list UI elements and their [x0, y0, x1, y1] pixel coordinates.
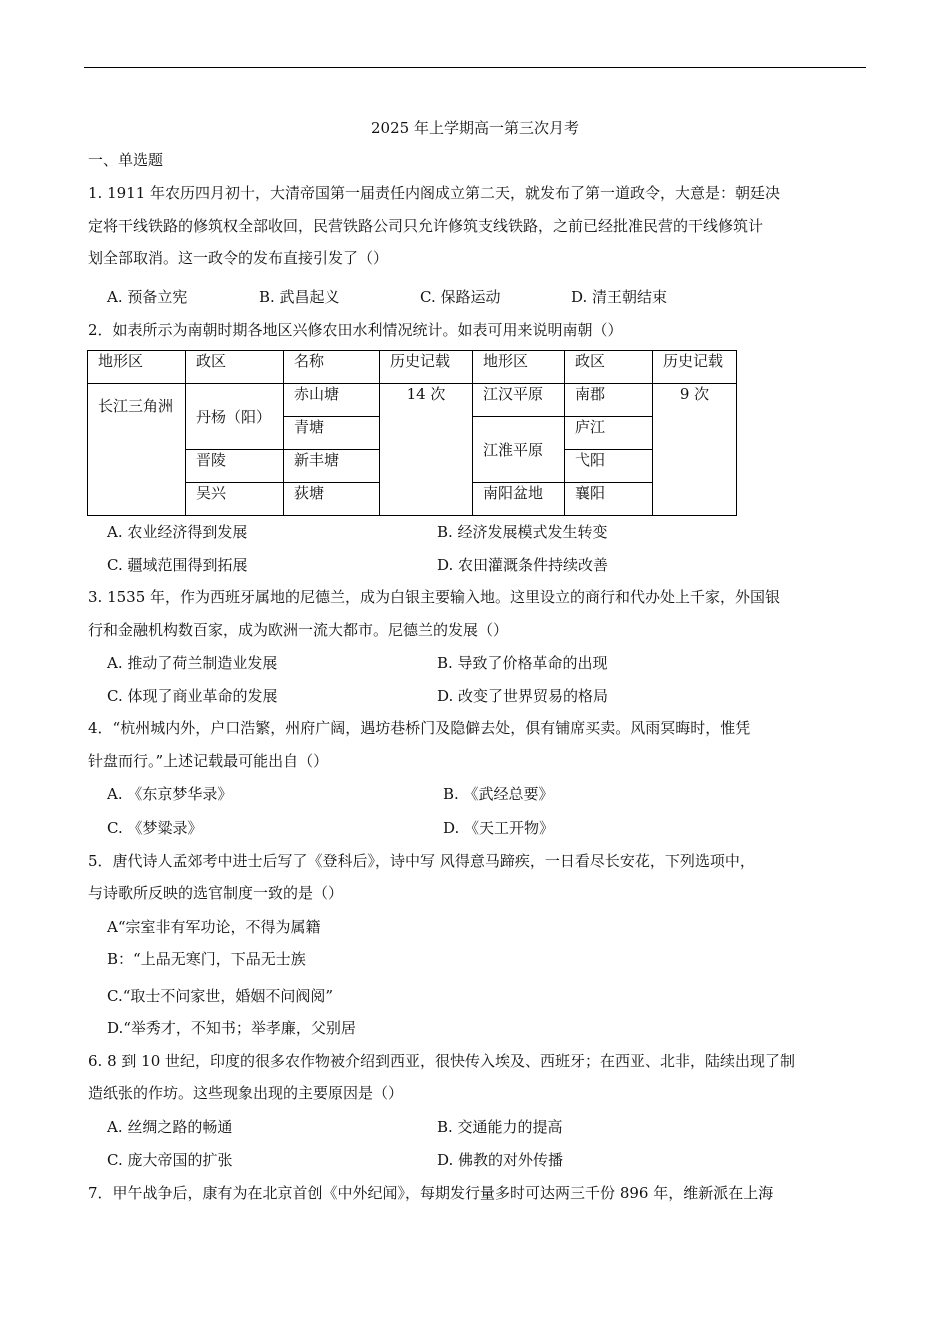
table-header-cell: 地形区	[473, 351, 565, 384]
q5-option-b[interactable]: B：“上品无寒门，下品无士族	[107, 950, 306, 968]
table-header-cell: 政区	[565, 351, 653, 384]
table-cell: 吴兴	[186, 483, 284, 516]
q2-option-a[interactable]: A. 农业经济得到发展	[107, 523, 248, 541]
table-cell: 青塘	[284, 417, 380, 450]
section-heading: 一、单选题	[88, 151, 164, 169]
table-cell: 丹杨（阳）	[186, 384, 284, 450]
q1-option-d[interactable]: D. 清王朝结束	[571, 288, 668, 306]
table-header-cell: 名称	[284, 351, 380, 384]
q4-option-d[interactable]: D. 《天工开物》	[443, 819, 555, 837]
q3-option-c[interactable]: C. 体现了商业革命的发展	[107, 687, 278, 705]
q6-line-2: 造纸张的作坊。这些现象出现的主要原因是（）	[88, 1084, 404, 1102]
q6-option-c[interactable]: C. 庞大帝国的扩张	[107, 1151, 233, 1169]
q6-option-b[interactable]: B. 交通能力的提高	[437, 1118, 563, 1136]
irrigation-table	[87, 350, 737, 516]
table-cell: 弋阳	[565, 450, 653, 483]
q2-stem: 2．如表所示为南朝时期各地区兴修农田水利情况统计。如表可用来说明南朝（）	[88, 321, 623, 339]
table-cell: 江汉平原	[473, 384, 565, 417]
q6-option-a[interactable]: A. 丝绸之路的畅通	[107, 1118, 233, 1136]
table-cell: 襄阳	[565, 483, 653, 516]
table-cell: 赤山塘	[284, 384, 380, 417]
table-row	[88, 384, 737, 417]
q5-line-2: 与诗歌所反映的选官制度一致的是（）	[88, 884, 344, 902]
table-header-cell: 历史记载	[653, 351, 737, 384]
table-cell: 新丰塘	[284, 450, 380, 483]
q2-option-b[interactable]: B. 经济发展模式发生转变	[437, 523, 608, 541]
q7-line-1: 7．甲午战争后，康有为在北京首创《中外纪闻》，每期发行量多时可达两三千份 896 年，维新派在上海	[88, 1184, 774, 1202]
q1-option-a[interactable]: A. 预备立宪	[107, 288, 188, 306]
table-cell: 14 次	[380, 384, 473, 516]
q5-line-1: 5．唐代诗人孟郊考中进士后写了《登科后》，诗中写 风得意马蹄疾，一日看尽长安花，下列选项中，	[88, 852, 755, 870]
table-cell: 荻塘	[284, 483, 380, 516]
q5-option-c[interactable]: C.“取士不问家世，婚姻不问阀阅”	[107, 987, 334, 1005]
table-cell: 晋陵	[186, 450, 284, 483]
q6-line-1: 6. 8 到 10 世纪，印度的很多农作物被介绍到西亚，很快传入埃及、西班牙；在西亚、北非，陆续出现了制	[88, 1052, 796, 1070]
q4-option-c[interactable]: C. 《梦粱录》	[107, 819, 203, 837]
table-header-row	[88, 351, 737, 384]
q4-option-b[interactable]: B. 《武经总要》	[443, 785, 554, 803]
table-header-cell: 历史记载	[380, 351, 473, 384]
q1-line-1: 1. 1911 年农历四月初十，大清帝国第一届责任内阁成立第二天，就发布了第一道政令，大意是：朝廷决	[88, 184, 781, 202]
q5-option-a[interactable]: A“宗室非有军功论，不得为属籍	[107, 918, 321, 936]
q3-option-d[interactable]: D. 改变了世界贸易的格局	[437, 687, 609, 705]
q3-option-b[interactable]: B. 导致了价格革命的出现	[437, 654, 608, 672]
q1-option-c[interactable]: C. 保路运动	[420, 288, 501, 306]
q5-option-d[interactable]: D.“举秀才，不知书；举孝廉，父别居	[107, 1019, 356, 1037]
q6-option-d[interactable]: D. 佛教的对外传播	[437, 1151, 564, 1169]
q1-line-3: 划全部取消。这一政令的发布直接引发了（）	[88, 249, 389, 267]
table-cell: 9 次	[653, 384, 737, 516]
q2-option-c[interactable]: C. 疆域范围得到拓展	[107, 556, 248, 574]
table-cell: 南阳盆地	[473, 483, 565, 516]
q4-line-2: 针盘而行。”上述记载最可能出自（）	[88, 752, 329, 770]
header-rule	[84, 67, 866, 68]
exam-title: 2025 年上学期高一第三次月考	[371, 119, 579, 137]
q3-option-a[interactable]: A. 推动了荷兰制造业发展	[107, 654, 278, 672]
table-cell: 南郡	[565, 384, 653, 417]
table-header-cell: 政区	[186, 351, 284, 384]
q3-line-1: 3. 1535 年，作为西班牙属地的尼德兰，成为白银主要输入地。这里设立的商行和代办处上千家，外国银	[88, 588, 781, 606]
q3-line-2: 行和金融机构数百家，成为欧洲一流大都市。尼德兰的发展（）	[88, 621, 509, 639]
q4-option-a[interactable]: A. 《东京梦华录》	[107, 785, 233, 803]
table-cell: 长江三角洲	[88, 384, 186, 516]
q1-option-b[interactable]: B. 武昌起义	[259, 288, 340, 306]
q1-line-2: 定将干线铁路的修筑权全部收回，民营铁路公司只允许修筑支线铁路，之前已经批准民营的干线修筑计	[88, 217, 764, 235]
table-cell: 江淮平原	[473, 417, 565, 483]
q2-option-d[interactable]: D. 农田灌溉条件持续改善	[437, 556, 609, 574]
q4-line-1: 4．“杭州城内外，户口浩繁，州府广阔，遇坊巷桥门及隐僻去处，俱有铺席买卖。风雨冥晦时，惟凭	[88, 719, 751, 737]
table-header-cell: 地形区	[88, 351, 186, 384]
table-cell: 庐江	[565, 417, 653, 450]
